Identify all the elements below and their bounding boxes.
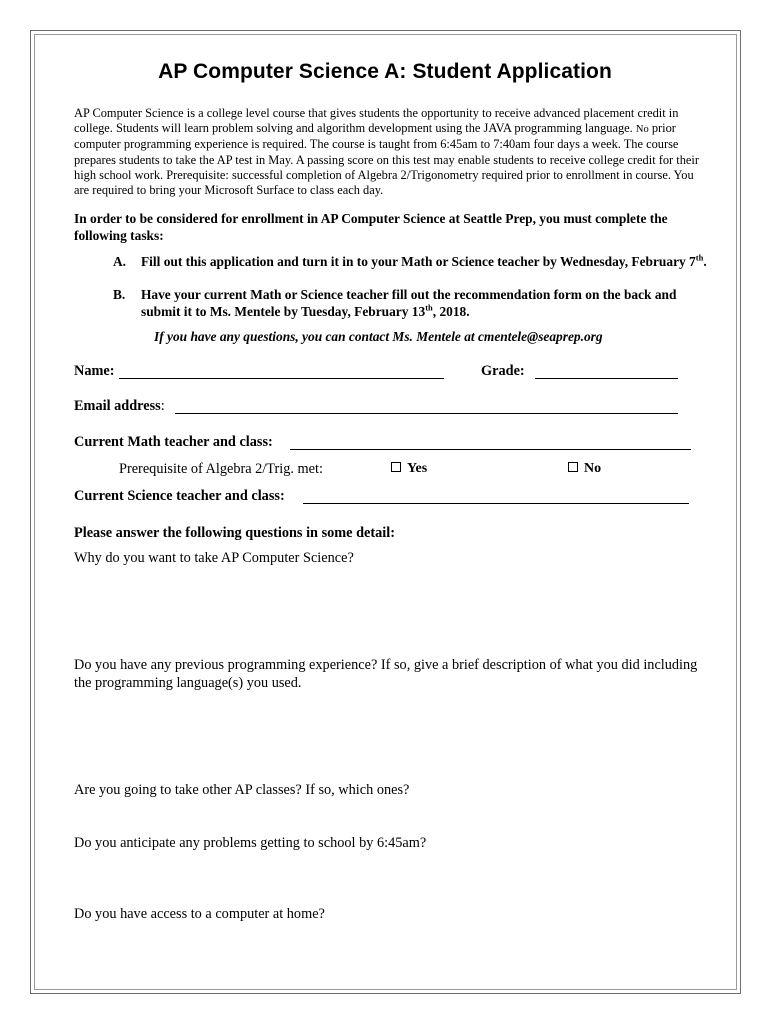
task-a-marker: A. xyxy=(113,254,127,269)
task-a xyxy=(113,254,713,288)
task-b-text: Have your current Math or Science teacher fill out the recommendation form on the back and submit it to Ms. Mentele by Tuesday, February 13th, 2018. xyxy=(141,287,677,319)
math-teacher-input-line[interactable] xyxy=(290,449,691,450)
math-teacher-label: Current Math teacher and class: xyxy=(74,434,273,450)
grade-label: Grade: xyxy=(481,363,525,379)
grade-input-line[interactable] xyxy=(535,378,678,379)
description-part-1: AP Computer Science is a college level course that gives students the opportunity to receive advanced placement credit in college. Students will learn problem solving and algorithm development using the JAVA programming language. xyxy=(74,106,679,136)
checkbox-no[interactable] xyxy=(568,462,578,472)
page-title: AP Computer Science A: Student Application xyxy=(158,60,612,83)
email-input-line[interactable] xyxy=(175,413,678,414)
task-a-text: Fill out this application and turn it in to your Math or Science teacher by Wednesday, February 7th. xyxy=(141,252,707,269)
question-1: Why do you want to take AP Computer Science? xyxy=(74,550,354,566)
description-no-word: No xyxy=(635,124,649,136)
question-3: Are you going to take other AP classes? If so, which ones? xyxy=(74,782,410,798)
enrollment-instructions: In order to be considered for enrollment in AP Computer Science at Seattle Prep, you must complete the following tasks: xyxy=(74,211,668,243)
questions-heading: Please answer the following questions in some detail: xyxy=(74,525,396,541)
science-teacher-label: Current Science teacher and class: xyxy=(74,488,285,504)
task-b-marker: B. xyxy=(113,287,126,302)
contact-info: If you have any questions, you can contact Ms. Mentele at cmentele@seaprep.org xyxy=(154,329,603,344)
name-input-line[interactable] xyxy=(119,378,444,379)
question-5: Do you have access to a computer at home? xyxy=(74,906,325,922)
prereq-no-option[interactable]: No xyxy=(568,461,601,477)
prerequisite-label: Prerequisite of Algebra 2/Trig. met: xyxy=(119,461,323,477)
question-2: Do you have any previous programming experience? If so, give a brief description of what you did including the programming language(s) you used. xyxy=(74,657,698,691)
task-b xyxy=(113,287,713,321)
prereq-yes-option[interactable]: Yes xyxy=(391,461,427,477)
science-teacher-input-line[interactable] xyxy=(303,503,689,504)
checkbox-yes[interactable] xyxy=(391,462,401,472)
name-label: Name: xyxy=(74,363,115,379)
email-label: Email address: xyxy=(74,398,165,414)
course-description xyxy=(74,106,704,198)
question-4: Do you anticipate any problems getting to school by 6:45am? xyxy=(74,835,427,851)
description-part-2: prior computer programming experience is required. The course is taught from 6:45am to 7:40am four days a week. The course prepares students to take the AP test in May. A passing score on this test may enable students to receive college credit for their high school work. Prerequisite: successful completion of Algebra 2/Trigonometry required prior to enrollment in course. You are required to bring your Microsoft Surface to class each day. xyxy=(74,121,699,198)
